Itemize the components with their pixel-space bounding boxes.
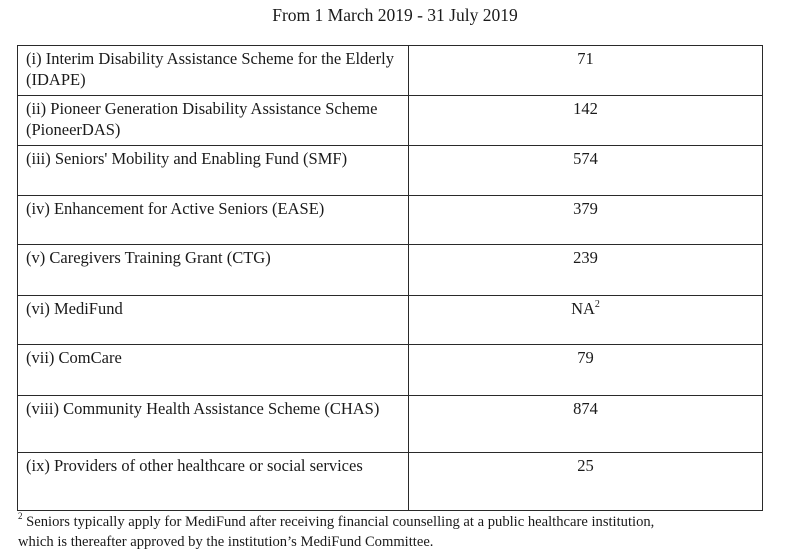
table-row bbox=[18, 396, 763, 453]
footnote-line-1 bbox=[18, 512, 788, 532]
scheme-value bbox=[409, 296, 763, 345]
scheme-label: (ii) Pioneer Generation Disability Assistance Scheme (PioneerDAS) bbox=[18, 96, 409, 146]
table-row bbox=[18, 146, 763, 196]
table-row bbox=[18, 46, 763, 96]
scheme-value bbox=[409, 196, 763, 245]
scheme-label: (ix) Providers of other healthcare or social services bbox=[18, 453, 409, 511]
footnote-line-2: which is thereafter approved by the institution’s MediFund Committee. bbox=[18, 534, 434, 550]
table-row bbox=[18, 453, 763, 511]
value-text: 25 bbox=[577, 456, 594, 475]
scheme-value bbox=[409, 245, 763, 296]
footnote-marker: 2 bbox=[18, 511, 23, 522]
scheme-value bbox=[409, 146, 763, 196]
scheme-label: (iii) Seniors' Mobility and Enabling Fund (SMF) bbox=[18, 146, 409, 196]
scheme-label: (iv) Enhancement for Active Seniors (EASE) bbox=[18, 196, 409, 245]
scheme-label: (viii) Community Health Assistance Scheme (CHAS) bbox=[18, 396, 409, 453]
scheme-value bbox=[409, 96, 763, 146]
value-text: NA bbox=[571, 299, 595, 318]
scheme-label: (v) Caregivers Training Grant (CTG) bbox=[18, 245, 409, 296]
scheme-value bbox=[409, 345, 763, 396]
footnote bbox=[18, 512, 788, 552]
page-title: From 1 March 2019 - 31 July 2019 bbox=[272, 5, 518, 25]
value-text: 142 bbox=[573, 99, 598, 118]
scheme-value bbox=[409, 453, 763, 511]
value-text: 79 bbox=[577, 348, 594, 367]
scheme-label: (vi) MediFund bbox=[18, 296, 409, 345]
scheme-value bbox=[409, 396, 763, 453]
table-row bbox=[18, 196, 763, 245]
scheme-label: (i) Interim Disability Assistance Scheme for the Elderly (IDAPE) bbox=[18, 46, 409, 96]
table-row bbox=[18, 245, 763, 296]
schemes-table bbox=[17, 45, 763, 511]
value-footnote-marker: 2 bbox=[594, 298, 600, 310]
footnote-text-1: Seniors typically apply for MediFund after receiving financial counselling at a public healthcare institution, bbox=[22, 514, 655, 530]
scheme-value bbox=[409, 46, 763, 96]
table-row bbox=[18, 96, 763, 146]
table-row bbox=[18, 296, 763, 345]
value-text: 71 bbox=[577, 49, 594, 68]
scheme-label: (vii) ComCare bbox=[18, 345, 409, 396]
value-text: 574 bbox=[573, 149, 598, 168]
value-text: 239 bbox=[573, 248, 598, 267]
value-text: 874 bbox=[573, 399, 598, 418]
value-text: 379 bbox=[573, 199, 598, 218]
table-row bbox=[18, 345, 763, 396]
